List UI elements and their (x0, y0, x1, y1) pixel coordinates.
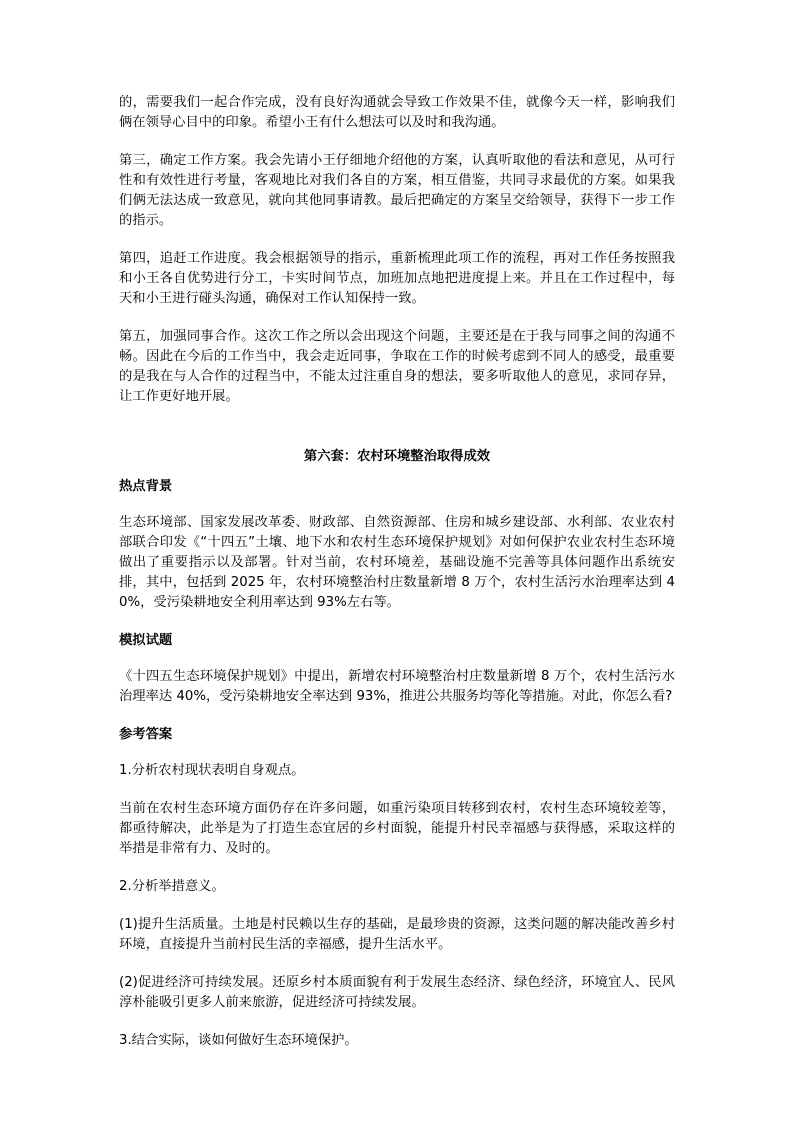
question-heading: 模拟试题 (119, 633, 173, 648)
document-page (119, 93, 675, 1069)
paragraph-fourth: 第四，追赶工作进度。我会根据领导的指示，重新梳理此项工作的流程，再对工作任务按照我和小王各自优势进行分工，卡实时间节点，加班加点地把进度提上来。并且在工作过程中，每天和小王进行碰头沟通，确保对工作认知保持一致。 (119, 251, 675, 306)
answer-point-1: 1.分析农村现状表明自身观点。 (119, 763, 305, 778)
answer-heading: 参考答案 (119, 727, 173, 742)
paragraph-intro: 的，需要我们一起合作完成，没有良好沟通就会导致工作效果不佳，就像今天一样，影响我们俩在领导心目中的印象。希望小王有什么想法可以及时和我沟通。 (119, 95, 675, 130)
answer-point-2-sub-1: (1)提升生活质量。土地是村民赖以生存的基础，是最珍贵的资源，这类问题的解决能改善乡村环境，直接提升当前村民生活的幸福感，提升生活水平。 (119, 917, 675, 952)
answer-point-1-text: 当前在农村生态环境方面仍存在许多问题，如重污染项目转移到农村，农村生态环境较差等，都亟待解决，此举是为了打造生态宜居的乡村面貌，能提升村民幸福感与获得感，采取这样的举措是非常有力、及时的。 (119, 801, 675, 856)
answer-point-2: 2.分析举措意义。 (119, 879, 225, 894)
section-spacer (119, 425, 675, 447)
background-text: 生态环境部、国家发展改革委、财政部、自然资源部、住房和城乡建设部、水利部、农业农村部联合印发《“十四五”土壤、地下水和农村生态环境保护规划》对如何保护农业农村生态环境做出了重要指示以及部署。针对当前，农村环境差，基础设施不完善等具体问题作出系统安排，其中，包括到 2025 年，农村环境整治村庄数量新增 8 万个，农村生活污水治理率达到 40%，受污染耕地安全利用率达到 93%左右等。 (119, 515, 675, 610)
section-title: 第六套：农村环境整治取得成效 (303, 449, 491, 464)
paragraph-fifth: 第五，加强同事合作。这次工作之所以会出现这个问题，主要还是在于我与同事之间的沟通不畅。因此在今后的工作当中，我会走近同事，争取在工作的时候考虑到不同人的感受，最重要的是我在与人合作的过程当中，不能太过注重自身的想法，要多听取他人的意见，求同存异，让工作更好地开展。 (119, 329, 675, 404)
paragraph-third: 第三，确定工作方案。我会先请小王仔细地介绍他的方案，认真听取他的看法和意见，从可行性和有效性进行考量，客观地比对我们各自的方案，相互借鉴，共同寻求最优的方案。如果我们俩无法达成一致意见，就向其他同事请教。最后把确定的方案呈交给领导，获得下一步工作的指示。 (119, 153, 675, 228)
answer-point-2-sub-2: (2)促进经济可持续发展。还原乡村本质面貌有利于发展生态经济、绿色经济，环境宜人、民风淳朴能吸引更多人前来旅游，促进经济可持续发展。 (119, 975, 675, 1010)
background-heading: 热点背景 (119, 479, 173, 494)
question-text: 《十四五生态环境保护规划》中提出，新增农村环境整治村庄数量新增 8 万个，农村生活污水治理率达 40%，受污染耕地安全率达到 93%，推进公共服务均等化等措施。对此，你怎么看? (119, 669, 675, 704)
answer-point-3: 3.结合实际，谈如何做好生态环境保护。 (119, 1033, 358, 1048)
